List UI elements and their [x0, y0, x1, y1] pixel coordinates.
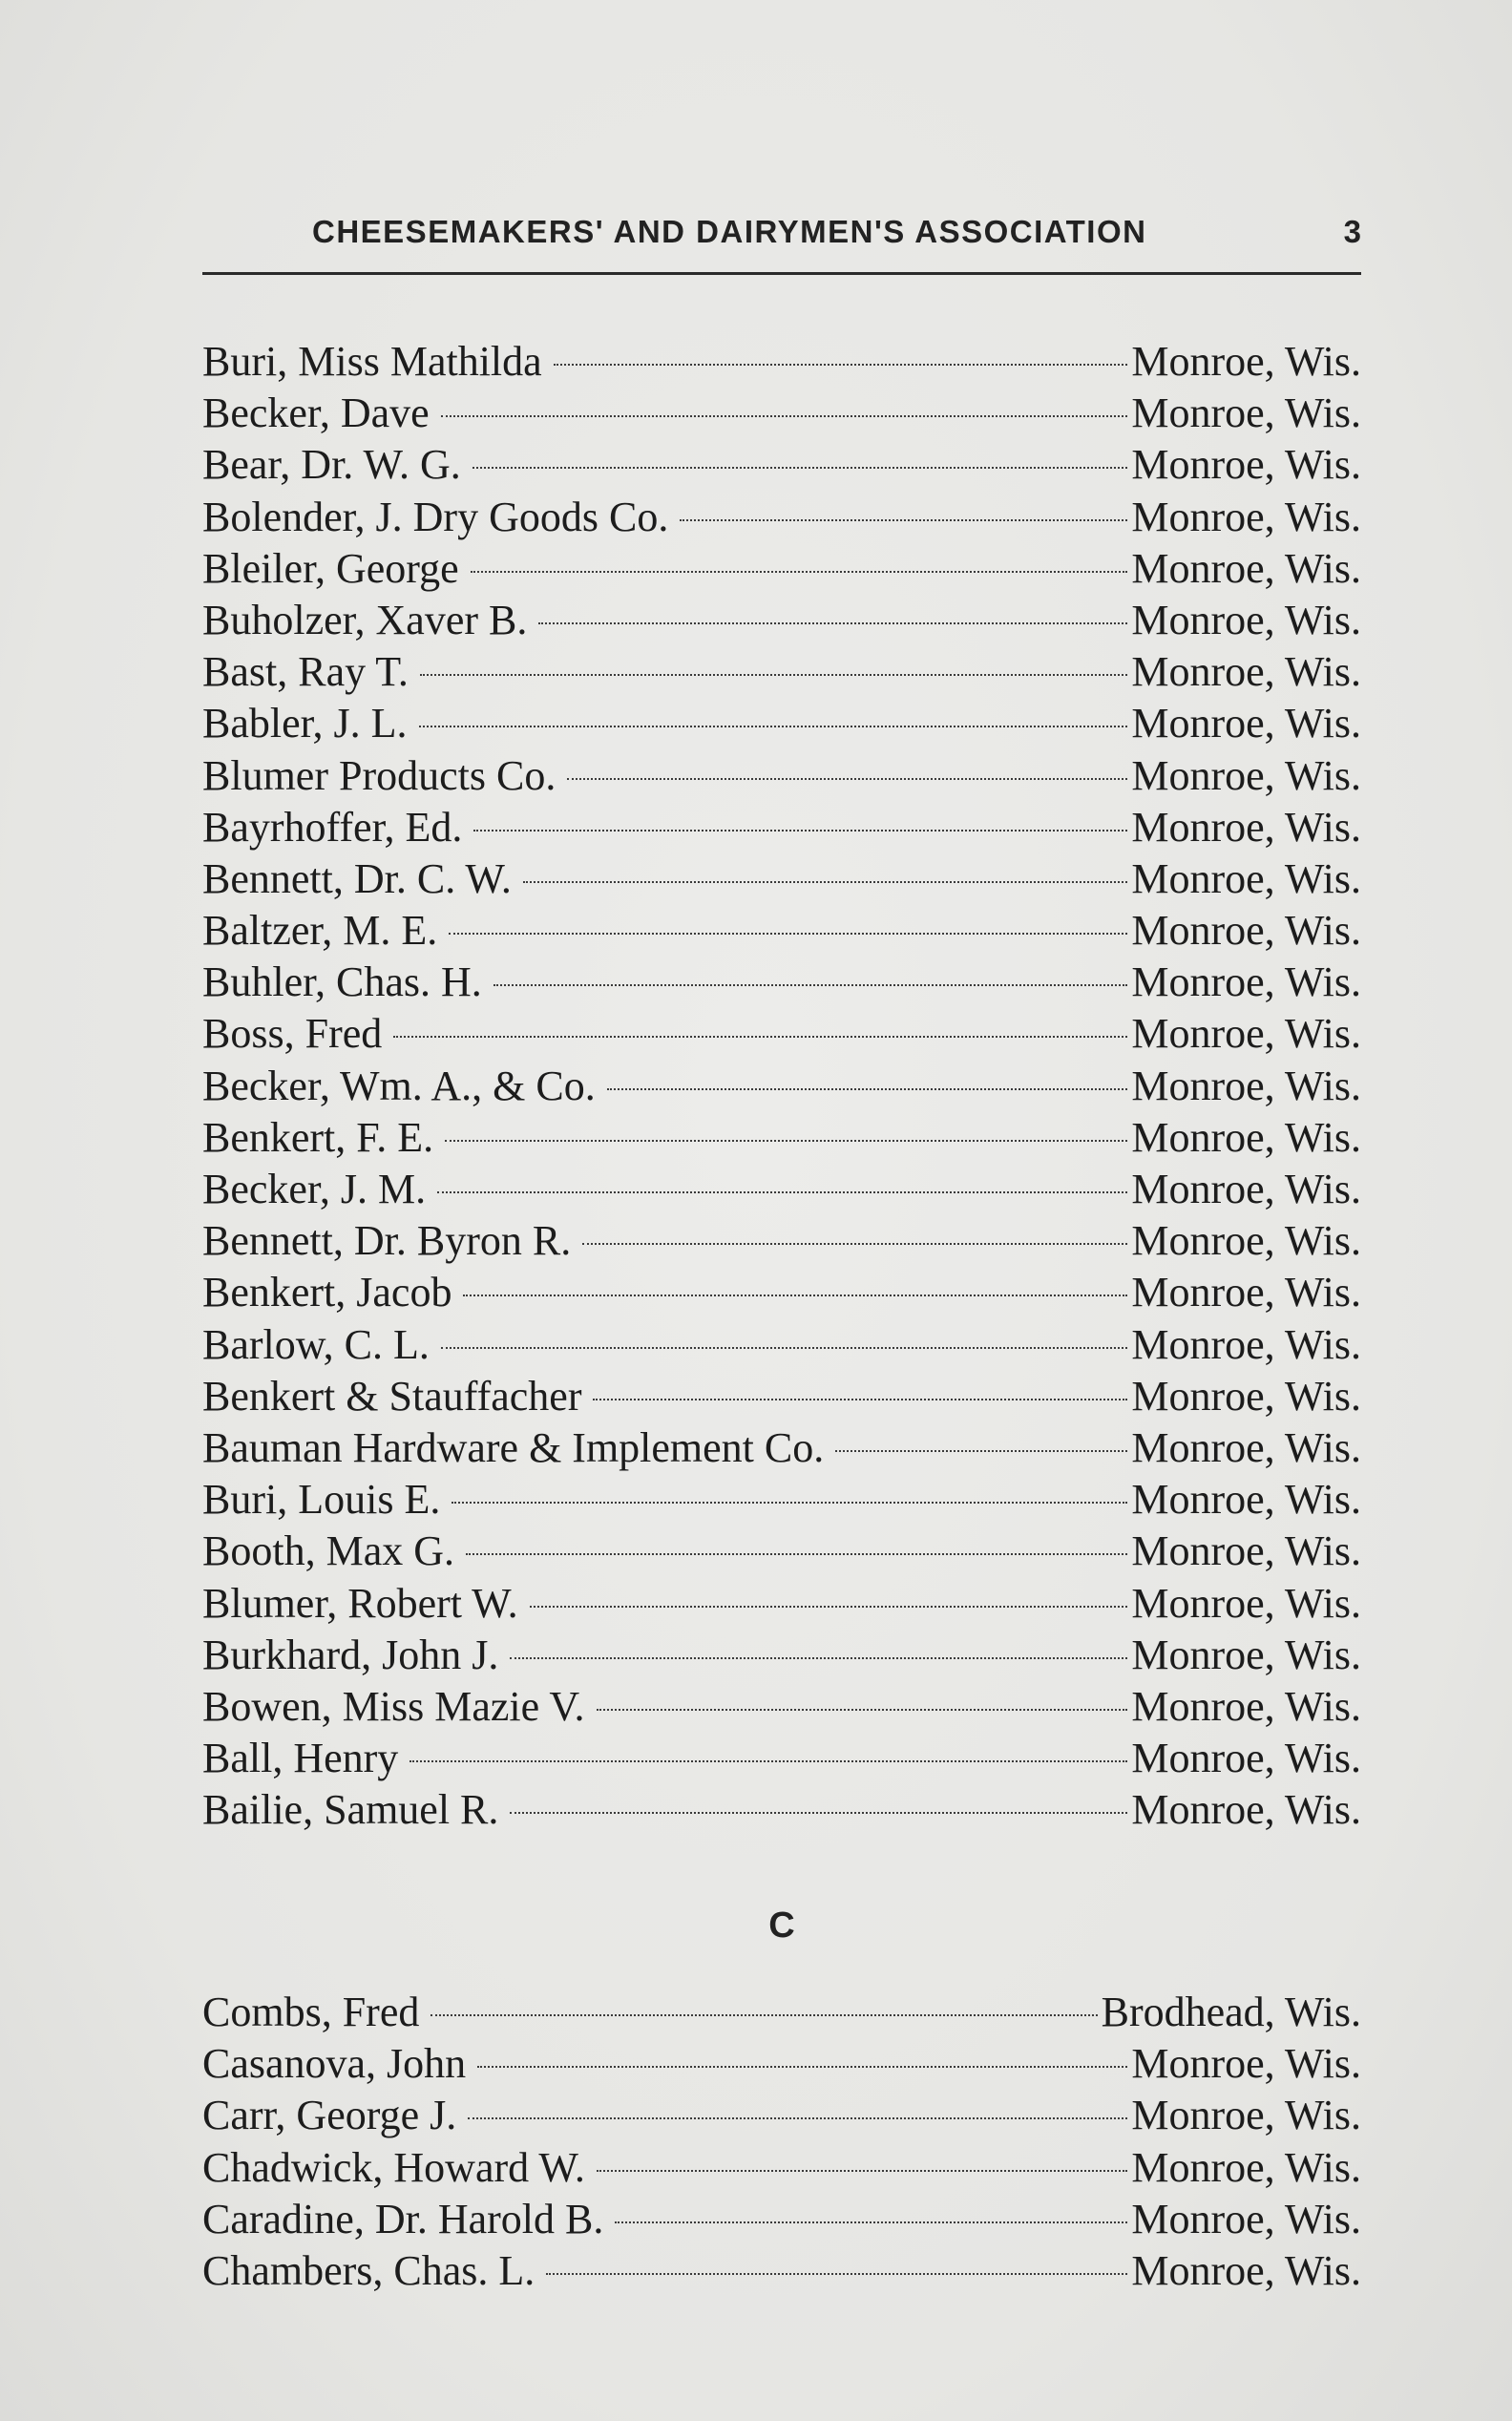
- dot-leader: [445, 1140, 1127, 1142]
- entry-name: Baltzer, M. E.: [202, 907, 438, 955]
- entry-place: Monroe, Wis.: [1131, 803, 1361, 851]
- list-item: [202, 2194, 1361, 2245]
- running-header: [202, 210, 1361, 256]
- dot-leader: [835, 1450, 1127, 1452]
- entry-place: Monroe, Wis.: [1131, 907, 1361, 955]
- list-item: [202, 802, 1361, 853]
- list-item: [202, 2038, 1361, 2090]
- list-item: [202, 1164, 1361, 1215]
- entry-place: Monroe, Wis.: [1131, 1269, 1361, 1316]
- entry-place: Monroe, Wis.: [1131, 1372, 1361, 1420]
- dot-leader: [593, 1399, 1127, 1400]
- list-item: [202, 698, 1361, 749]
- list-item: [202, 2090, 1361, 2141]
- entry-name: Chambers, Chas. L.: [202, 2246, 536, 2294]
- entry-name: Booth, Max G.: [202, 1527, 454, 1575]
- entry-name: Bailie, Samuel R.: [202, 1786, 499, 1834]
- entry-place: Monroe, Wis.: [1131, 544, 1361, 592]
- entry-place: Brodhead, Wis.: [1101, 1989, 1361, 2035]
- section-b-list: [202, 336, 1361, 1836]
- entry-name: Caradine, Dr. Harold B.: [202, 2195, 604, 2242]
- list-item: [202, 595, 1361, 646]
- entry-name: Combs, Fred: [202, 1989, 420, 2035]
- entry-name: Bayrhoffer, Ed.: [202, 803, 463, 851]
- dot-leader: [393, 1036, 1127, 1038]
- entry-name: Chadwick, Howard W.: [202, 2143, 585, 2191]
- entry-name: Blumer, Robert W.: [202, 1579, 518, 1627]
- list-item: [202, 543, 1361, 595]
- entry-name: Boss, Fred: [202, 1010, 383, 1058]
- section-c-heading: C: [768, 1905, 795, 1946]
- entry-place: Monroe, Wis.: [1131, 389, 1361, 437]
- list-item: [202, 1008, 1361, 1060]
- dot-leader: [410, 1760, 1127, 1762]
- dot-leader: [607, 1088, 1128, 1090]
- section-c-list: [202, 1987, 1361, 2297]
- dot-leader: [473, 830, 1127, 832]
- list-item: [202, 853, 1361, 905]
- dot-leader: [441, 415, 1128, 417]
- list-item: [202, 1630, 1361, 1681]
- list-item: [202, 1319, 1361, 1371]
- dot-leader: [420, 674, 1127, 676]
- dot-leader: [494, 984, 1128, 986]
- dot-leader: [538, 622, 1127, 624]
- dot-leader: [546, 2273, 1127, 2275]
- entry-name: Buhler, Chas. H.: [202, 958, 482, 1006]
- entry-name: Bast, Ray T.: [202, 648, 409, 696]
- entry-place: Monroe, Wis.: [1131, 1062, 1361, 1109]
- entry-name: Bowen, Miss Mazie V.: [202, 1682, 585, 1730]
- entry-name: Buri, Louis E.: [202, 1476, 441, 1524]
- entry-name: Bauman Hardware & Implement Co.: [202, 1423, 825, 1471]
- entry-name: Blumer Products Co.: [202, 751, 556, 799]
- entry-place: Monroe, Wis.: [1131, 854, 1361, 902]
- entry-place: Monroe, Wis.: [1131, 1010, 1361, 1058]
- dot-leader: [567, 778, 1127, 780]
- list-item: [202, 1112, 1361, 1164]
- entry-place: Monroe, Wis.: [1131, 1423, 1361, 1471]
- list-item: [202, 1681, 1361, 1733]
- dot-leader: [437, 1191, 1127, 1193]
- list-item: [202, 646, 1361, 698]
- entry-name: Buholzer, Xaver B.: [202, 596, 528, 643]
- dot-leader: [449, 933, 1127, 935]
- list-item: [202, 1267, 1361, 1318]
- dot-leader: [477, 2066, 1127, 2068]
- entry-name: Becker, Wm. A., & Co.: [202, 1062, 596, 1109]
- dot-leader: [530, 1606, 1128, 1608]
- dot-leader: [554, 364, 1128, 366]
- entry-place: Monroe, Wis.: [1131, 1476, 1361, 1524]
- entry-name: Bleiler, George: [202, 544, 459, 592]
- entry-place: Monroe, Wis.: [1131, 1786, 1361, 1834]
- entry-place: Monroe, Wis.: [1131, 1527, 1361, 1575]
- entry-place: Monroe, Wis.: [1131, 1682, 1361, 1730]
- dot-leader: [430, 2014, 1097, 2016]
- list-item: [202, 1215, 1361, 1267]
- entry-name: Bennett, Dr. C. W.: [202, 854, 512, 902]
- entry-place: Monroe, Wis.: [1131, 648, 1361, 696]
- running-header-title: CHEESEMAKERS' AND DAIRYMEN'S ASSOCIATION: [312, 214, 1147, 249]
- entry-place: Monroe, Wis.: [1131, 2246, 1361, 2294]
- dot-leader: [615, 2221, 1127, 2223]
- list-item: [202, 1784, 1361, 1836]
- header-rule: [202, 272, 1361, 275]
- dot-leader: [523, 881, 1127, 883]
- list-item: [202, 905, 1361, 957]
- entry-name: Carr, George J.: [202, 2092, 457, 2139]
- list-item: [202, 1987, 1361, 2038]
- dot-leader: [597, 1709, 1128, 1711]
- list-item: [202, 492, 1361, 543]
- entry-name: Barlow, C. L.: [202, 1320, 430, 1368]
- entry-place: Monroe, Wis.: [1131, 441, 1361, 489]
- entry-name: Bolender, J. Dry Goods Co.: [202, 493, 669, 540]
- dot-leader: [510, 1812, 1127, 1814]
- list-item: [202, 1474, 1361, 1526]
- list-item: [202, 957, 1361, 1008]
- dot-leader: [680, 519, 1127, 521]
- entry-name: Becker, J. M.: [202, 1166, 427, 1212]
- entry-name: Bear, Dr. W. G.: [202, 441, 461, 489]
- dot-leader: [463, 1295, 1127, 1296]
- entry-place: Monroe, Wis.: [1131, 2092, 1361, 2139]
- entry-name: Bennett, Dr. Byron R.: [202, 1217, 572, 1265]
- entry-place: Monroe, Wis.: [1131, 700, 1361, 747]
- entry-place: Monroe, Wis.: [1131, 2040, 1361, 2088]
- entry-place: Monroe, Wis.: [1131, 596, 1361, 643]
- entry-place: Monroe, Wis.: [1131, 1113, 1361, 1161]
- entry-place: Monroe, Wis.: [1131, 1579, 1361, 1627]
- entry-place: Monroe, Wis.: [1131, 2195, 1361, 2242]
- entry-name: Ball, Henry: [202, 1735, 399, 1782]
- dot-leader: [452, 1502, 1127, 1504]
- list-item: [202, 1422, 1361, 1474]
- list-item: [202, 750, 1361, 802]
- entry-place: Monroe, Wis.: [1131, 958, 1361, 1006]
- entry-place: Monroe, Wis.: [1131, 493, 1361, 540]
- dot-leader: [441, 1347, 1127, 1349]
- entry-name: Benkert & Stauffacher: [202, 1372, 582, 1420]
- entry-name: Burkhard, John J.: [202, 1631, 499, 1678]
- dot-leader: [597, 2170, 1128, 2172]
- list-item: [202, 388, 1361, 439]
- page-number: 3: [1343, 214, 1361, 249]
- list-item: [202, 1526, 1361, 1577]
- dot-leader: [468, 2117, 1127, 2119]
- entry-place: Monroe, Wis.: [1131, 1320, 1361, 1368]
- list-item: [202, 1733, 1361, 1784]
- dot-leader: [472, 467, 1128, 469]
- list-item: [202, 2245, 1361, 2297]
- entry-name: Benkert, Jacob: [202, 1269, 452, 1316]
- list-item: [202, 2142, 1361, 2194]
- list-item: [202, 439, 1361, 491]
- entry-place: Monroe, Wis.: [1131, 2143, 1361, 2191]
- dot-leader: [419, 726, 1128, 727]
- dot-leader: [582, 1243, 1127, 1245]
- entry-name: Becker, Dave: [202, 389, 430, 437]
- dot-leader: [471, 571, 1128, 573]
- entry-name: Benkert, F. E.: [202, 1113, 434, 1161]
- entry-place: Monroe, Wis.: [1131, 338, 1361, 385]
- list-item: [202, 1371, 1361, 1422]
- list-item: [202, 1578, 1361, 1630]
- entry-name: Buri, Miss Mathilda: [202, 338, 542, 385]
- entry-name: Babler, J. L.: [202, 700, 408, 747]
- dot-leader: [466, 1553, 1127, 1555]
- list-item: [202, 336, 1361, 388]
- entry-place: Monroe, Wis.: [1131, 1631, 1361, 1678]
- entry-place: Monroe, Wis.: [1131, 751, 1361, 799]
- dot-leader: [510, 1657, 1127, 1659]
- entry-place: Monroe, Wis.: [1131, 1735, 1361, 1782]
- entry-place: Monroe, Wis.: [1131, 1166, 1361, 1212]
- list-item: [202, 1061, 1361, 1112]
- entry-name: Casanova, John: [202, 2040, 467, 2088]
- entry-place: Monroe, Wis.: [1131, 1217, 1361, 1265]
